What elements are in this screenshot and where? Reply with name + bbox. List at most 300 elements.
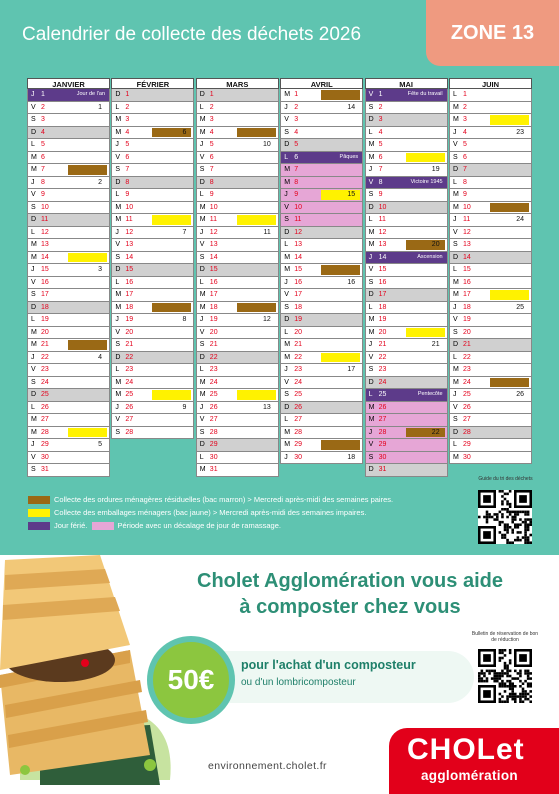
day-row bbox=[27, 227, 110, 240]
day-number: 31 bbox=[41, 466, 49, 473]
holiday-label: Victoire 1945 bbox=[410, 178, 443, 185]
day-number: 19 bbox=[294, 316, 302, 323]
day-row bbox=[365, 277, 448, 290]
day-row bbox=[449, 164, 532, 177]
weekday-letter: M bbox=[31, 253, 37, 261]
weekday-letter: J bbox=[115, 141, 119, 148]
day-row bbox=[196, 152, 279, 165]
day-number: 1 bbox=[378, 91, 383, 98]
qr-code-icon[interactable] bbox=[478, 649, 532, 703]
weekday-letter: D bbox=[115, 266, 121, 273]
yellow-collection-marker bbox=[406, 153, 445, 163]
day-number: 29 bbox=[41, 441, 49, 448]
day-row bbox=[365, 127, 448, 140]
day-number: 22 bbox=[378, 353, 387, 361]
day-number: 28 bbox=[463, 428, 471, 436]
day-number: 23 bbox=[294, 366, 302, 373]
day-number: 19 bbox=[41, 316, 49, 323]
day-number: 9 bbox=[209, 191, 214, 198]
months-grid bbox=[27, 78, 532, 482]
weekday-letter: L bbox=[453, 266, 457, 273]
brand-name: CHOLet bbox=[407, 733, 525, 766]
weekday-letter: L bbox=[199, 191, 204, 198]
day-row bbox=[111, 114, 194, 127]
day-number: 11 bbox=[125, 216, 133, 223]
weekday-letter: M bbox=[284, 253, 291, 261]
weekday-letter: D bbox=[368, 378, 374, 386]
weekday-letter: V bbox=[199, 416, 205, 423]
day-number: 1 bbox=[125, 91, 130, 98]
weekday-letter: J bbox=[115, 228, 119, 236]
weekday-letter: D bbox=[453, 341, 459, 348]
day-number: 14 bbox=[125, 253, 134, 261]
day-row bbox=[27, 214, 110, 227]
weekday-letter: J bbox=[453, 303, 457, 311]
day-number: 14 bbox=[41, 253, 49, 261]
weekday-letter: V bbox=[31, 453, 36, 461]
day-number: 25 bbox=[378, 391, 387, 398]
day-number: 8 bbox=[378, 178, 383, 186]
holiday-label: Ascension bbox=[417, 253, 443, 260]
day-row bbox=[449, 189, 532, 202]
day-number: 22 bbox=[209, 353, 218, 361]
week-number: 23 bbox=[516, 128, 524, 136]
day-row bbox=[365, 302, 448, 315]
day-row bbox=[280, 177, 363, 190]
day-number: 18 bbox=[463, 303, 471, 311]
day-row bbox=[111, 239, 194, 252]
weekday-letter: J bbox=[199, 403, 204, 411]
brown-collection-marker bbox=[321, 440, 360, 450]
day-row bbox=[27, 164, 110, 177]
weekday-letter: S bbox=[368, 191, 374, 198]
weekday-letter: S bbox=[31, 203, 36, 211]
weekday-letter: J bbox=[199, 316, 204, 323]
day-number: 8 bbox=[463, 178, 467, 186]
day-row bbox=[111, 352, 194, 365]
day-row bbox=[449, 252, 532, 265]
day-row bbox=[365, 89, 448, 102]
weekday-letter: V bbox=[31, 278, 36, 286]
weekday-letter: J bbox=[453, 128, 457, 136]
week-number: 7 bbox=[182, 228, 187, 236]
day-row bbox=[111, 152, 194, 165]
day-number: 24 bbox=[378, 378, 387, 386]
day-row bbox=[449, 339, 532, 352]
day-number: 18 bbox=[41, 303, 49, 311]
day-row bbox=[27, 327, 110, 340]
week-number: 22 bbox=[431, 428, 440, 436]
weekday-letter: V bbox=[453, 141, 458, 148]
day-row bbox=[449, 427, 532, 440]
day-row bbox=[196, 377, 279, 390]
day-row bbox=[365, 189, 448, 202]
weekday-letter: L bbox=[115, 278, 120, 286]
day-row bbox=[365, 377, 448, 390]
day-row bbox=[196, 427, 279, 440]
weekday-letter: J bbox=[31, 441, 35, 448]
weekday-letter: L bbox=[368, 216, 373, 223]
day-row bbox=[365, 402, 448, 415]
day-row bbox=[111, 377, 194, 390]
day-row bbox=[111, 102, 194, 115]
day-number: 24 bbox=[209, 378, 218, 386]
day-row bbox=[27, 352, 110, 365]
day-row bbox=[365, 464, 448, 477]
day-number: 5 bbox=[209, 141, 214, 148]
weekday-letter: D bbox=[453, 253, 459, 261]
day-row bbox=[280, 89, 363, 102]
day-number: 20 bbox=[294, 328, 302, 336]
day-number: 18 bbox=[378, 303, 387, 311]
day-number: 4 bbox=[209, 128, 214, 136]
weekday-letter: S bbox=[115, 341, 121, 348]
day-number: 15 bbox=[209, 266, 218, 273]
day-row bbox=[365, 152, 448, 165]
day-number: 16 bbox=[209, 278, 218, 286]
day-number: 4 bbox=[463, 128, 467, 136]
weekday-letter: J bbox=[115, 316, 119, 323]
day-number: 16 bbox=[125, 278, 134, 286]
weekday-letter: M bbox=[115, 378, 122, 386]
day-number: 2 bbox=[209, 103, 214, 111]
day-number: 25 bbox=[125, 391, 134, 398]
day-number: 27 bbox=[41, 416, 49, 423]
promo-headline-line-2: à composter chez vous bbox=[239, 596, 461, 618]
weekday-letter: J bbox=[115, 403, 119, 411]
day-number: 7 bbox=[125, 166, 130, 173]
day-number: 11 bbox=[209, 216, 218, 223]
day-number: 21 bbox=[209, 341, 218, 348]
day-number: 23 bbox=[378, 366, 387, 373]
day-number: 27 bbox=[209, 416, 218, 423]
weekday-letter: M bbox=[284, 91, 291, 98]
day-row bbox=[365, 102, 448, 115]
holiday-label: Fête du travail bbox=[407, 91, 443, 97]
day-number: 27 bbox=[463, 416, 471, 423]
day-number: 7 bbox=[41, 166, 45, 173]
weekday-letter: D bbox=[199, 441, 205, 448]
day-row bbox=[365, 327, 448, 340]
legend bbox=[28, 493, 478, 532]
day-number: 31 bbox=[209, 466, 218, 473]
weekday-letter: D bbox=[368, 203, 374, 211]
weekday-letter: V bbox=[31, 366, 36, 373]
day-row bbox=[196, 289, 279, 302]
weekday-letter: V bbox=[453, 403, 458, 411]
day-number: 12 bbox=[294, 228, 302, 236]
weekday-letter: D bbox=[284, 141, 290, 148]
weekday-letter: S bbox=[284, 391, 289, 398]
day-number: 25 bbox=[463, 391, 471, 398]
weekday-letter: S bbox=[453, 153, 458, 161]
month-column bbox=[280, 78, 363, 464]
day-number: 26 bbox=[378, 403, 387, 411]
weekday-letter: S bbox=[199, 341, 205, 348]
week-number: 4 bbox=[98, 353, 102, 361]
week-number: 11 bbox=[263, 228, 271, 236]
weekday-letter: V bbox=[115, 416, 121, 423]
weekday-letter: S bbox=[453, 241, 458, 248]
day-number: 2 bbox=[294, 103, 299, 111]
day-row bbox=[27, 177, 110, 190]
day-number: 1 bbox=[463, 91, 467, 98]
day-number: 13 bbox=[125, 241, 134, 248]
weekday-letter: L bbox=[284, 153, 289, 161]
day-row bbox=[449, 389, 532, 402]
day-number: 13 bbox=[209, 241, 218, 248]
day-number: 20 bbox=[125, 328, 134, 336]
weekday-letter: J bbox=[368, 166, 373, 173]
day-row bbox=[280, 427, 363, 440]
day-row bbox=[111, 139, 194, 152]
weekday-letter: S bbox=[284, 216, 289, 223]
day-number: 16 bbox=[41, 278, 49, 286]
day-number: 13 bbox=[378, 241, 387, 248]
day-number: 3 bbox=[41, 116, 45, 123]
day-row bbox=[111, 127, 194, 140]
weekday-letter: V bbox=[368, 178, 374, 186]
day-row bbox=[365, 252, 448, 265]
weekday-letter: D bbox=[31, 128, 37, 136]
day-row bbox=[27, 127, 110, 140]
weekday-letter: S bbox=[453, 416, 458, 423]
day-row bbox=[111, 89, 194, 102]
day-row bbox=[449, 264, 532, 277]
day-row bbox=[111, 389, 194, 402]
day-row bbox=[111, 414, 194, 427]
weekday-letter: D bbox=[453, 166, 459, 173]
weekday-letter: M bbox=[453, 191, 459, 198]
weekday-letter: M bbox=[368, 316, 375, 323]
weekday-letter: L bbox=[453, 178, 457, 186]
weekday-letter: V bbox=[199, 153, 205, 161]
weekday-letter: J bbox=[31, 178, 35, 186]
day-row bbox=[365, 352, 448, 365]
day-number: 22 bbox=[463, 353, 471, 361]
week-number: 16 bbox=[347, 278, 356, 286]
weekday-letter: L bbox=[284, 241, 289, 248]
weekday-letter: M bbox=[31, 153, 37, 161]
weekday-letter: L bbox=[31, 316, 35, 323]
holiday-label: Pâques bbox=[339, 153, 359, 160]
brown-collection-marker bbox=[152, 303, 191, 313]
weekday-letter: M bbox=[31, 328, 37, 336]
yellow-collection-marker bbox=[152, 390, 191, 400]
weekday-letter: S bbox=[199, 253, 205, 261]
day-row bbox=[111, 164, 194, 177]
weekday-letter: M bbox=[453, 278, 459, 286]
weekday-letter: M bbox=[368, 228, 375, 236]
weekday-letter: S bbox=[368, 278, 374, 286]
day-row bbox=[280, 364, 363, 377]
day-row bbox=[196, 302, 279, 315]
weekday-letter: J bbox=[284, 103, 288, 111]
week-number: 3 bbox=[98, 266, 102, 273]
yellow-collection-marker bbox=[490, 290, 529, 300]
day-row bbox=[196, 352, 279, 365]
weekday-letter: D bbox=[453, 428, 459, 436]
day-number: 15 bbox=[125, 266, 134, 273]
day-row bbox=[27, 102, 110, 115]
day-number: 24 bbox=[463, 378, 471, 386]
weekday-letter: L bbox=[453, 441, 457, 448]
day-number: 8 bbox=[41, 178, 45, 186]
day-row bbox=[449, 327, 532, 340]
day-row bbox=[449, 102, 532, 115]
day-number: 14 bbox=[378, 253, 387, 261]
day-row bbox=[27, 277, 110, 290]
shift-swatch bbox=[92, 522, 114, 530]
weekday-letter: D bbox=[368, 291, 374, 298]
day-number: 29 bbox=[378, 441, 387, 448]
day-number: 11 bbox=[294, 216, 302, 223]
weekday-letter: J bbox=[368, 253, 373, 261]
day-row bbox=[27, 252, 110, 265]
week-number: 18 bbox=[347, 453, 356, 461]
week-number: 25 bbox=[516, 303, 524, 311]
day-number: 8 bbox=[294, 178, 299, 186]
weekday-letter: S bbox=[284, 303, 289, 311]
day-row bbox=[27, 302, 110, 315]
day-number: 6 bbox=[378, 153, 383, 161]
day-row bbox=[196, 314, 279, 327]
weekday-letter: S bbox=[368, 103, 374, 111]
week-number: 26 bbox=[516, 391, 524, 398]
weekday-letter: S bbox=[284, 128, 289, 136]
day-number: 7 bbox=[209, 166, 214, 173]
weekday-letter: J bbox=[284, 453, 288, 461]
weekday-letter: D bbox=[31, 216, 37, 223]
day-number: 14 bbox=[209, 253, 218, 261]
day-row bbox=[280, 164, 363, 177]
weekday-letter: M bbox=[453, 366, 459, 373]
promo-headline bbox=[160, 568, 540, 620]
day-row bbox=[196, 389, 279, 402]
weekday-letter: V bbox=[284, 203, 289, 211]
weekday-letter: D bbox=[284, 316, 290, 323]
day-number: 26 bbox=[294, 403, 302, 411]
day-row bbox=[196, 402, 279, 415]
day-number: 3 bbox=[378, 116, 383, 123]
day-number: 1 bbox=[294, 91, 299, 98]
holiday-label: Pentecôte bbox=[417, 391, 443, 397]
day-number: 26 bbox=[125, 403, 134, 411]
weekday-letter: V bbox=[115, 153, 121, 161]
day-number: 2 bbox=[41, 103, 45, 111]
day-number: 1 bbox=[41, 91, 45, 98]
day-row bbox=[27, 264, 110, 277]
day-row bbox=[365, 339, 448, 352]
yellow-collection-marker bbox=[237, 215, 276, 225]
day-number: 11 bbox=[378, 216, 386, 223]
day-row bbox=[280, 227, 363, 240]
day-number: 6 bbox=[209, 153, 214, 161]
weekday-letter: J bbox=[453, 216, 457, 223]
day-number: 10 bbox=[378, 203, 387, 211]
weekday-letter: V bbox=[368, 441, 374, 448]
weekday-letter: M bbox=[199, 391, 206, 398]
day-row bbox=[280, 252, 363, 265]
legend-brown-text: Collecte des ordures ménagères résiduelles (bac marron) > Mercredi après-midi des semaines paires. bbox=[54, 495, 394, 504]
weekday-letter: M bbox=[453, 378, 459, 386]
day-row bbox=[196, 127, 279, 140]
day-number: 27 bbox=[125, 416, 134, 423]
day-number: 17 bbox=[378, 291, 387, 298]
week-number: 8 bbox=[182, 316, 187, 323]
qr-code-icon[interactable] bbox=[478, 490, 532, 544]
day-number: 2 bbox=[125, 103, 130, 111]
day-row bbox=[449, 214, 532, 227]
day-number: 29 bbox=[294, 441, 302, 448]
page-title: Calendrier de collecte des déchets 2026 bbox=[22, 24, 362, 45]
holiday-swatch bbox=[28, 522, 50, 530]
legend-yellow-text: Collecte des emballages ménagers (bac jaune) > Mercredi après-midi des semaines impaires. bbox=[54, 508, 367, 517]
day-row bbox=[449, 289, 532, 302]
weekday-letter: M bbox=[453, 291, 459, 298]
day-row bbox=[280, 452, 363, 465]
day-number: 22 bbox=[125, 353, 134, 361]
brown-collection-marker bbox=[321, 265, 360, 275]
day-row bbox=[111, 302, 194, 315]
day-row bbox=[27, 314, 110, 327]
day-row bbox=[365, 414, 448, 427]
day-row bbox=[365, 202, 448, 215]
weekday-letter: S bbox=[31, 378, 36, 386]
weekday-letter: V bbox=[31, 103, 36, 111]
day-row bbox=[27, 339, 110, 352]
brown-collection-marker bbox=[321, 90, 360, 100]
brown-collection-marker bbox=[68, 340, 107, 350]
weekday-letter: V bbox=[115, 241, 121, 248]
day-row bbox=[196, 414, 279, 427]
day-row bbox=[196, 139, 279, 152]
day-row bbox=[280, 339, 363, 352]
day-number: 8 bbox=[125, 178, 130, 186]
brown-collection-marker bbox=[490, 203, 529, 213]
day-row bbox=[280, 102, 363, 115]
day-row bbox=[27, 389, 110, 402]
day-row bbox=[449, 152, 532, 165]
month-header: JANVIER bbox=[27, 78, 110, 89]
day-row bbox=[196, 227, 279, 240]
weekday-letter: M bbox=[284, 341, 291, 348]
day-number: 21 bbox=[125, 341, 134, 348]
weekday-letter: D bbox=[31, 391, 37, 398]
weekday-letter: M bbox=[199, 216, 206, 223]
day-row bbox=[280, 327, 363, 340]
day-row bbox=[365, 214, 448, 227]
weekday-letter: D bbox=[284, 228, 290, 236]
day-number: 12 bbox=[463, 228, 471, 236]
weekday-letter: V bbox=[199, 328, 205, 336]
weekday-letter: V bbox=[284, 291, 289, 298]
brown-collection-marker bbox=[68, 165, 107, 175]
day-row bbox=[196, 277, 279, 290]
day-row bbox=[111, 214, 194, 227]
website-link[interactable]: environnement.cholet.fr bbox=[208, 760, 327, 772]
weekday-letter: M bbox=[115, 116, 122, 123]
day-row bbox=[449, 227, 532, 240]
weekday-letter: M bbox=[199, 378, 206, 386]
day-number: 25 bbox=[209, 391, 218, 398]
day-row bbox=[111, 364, 194, 377]
weekday-letter: M bbox=[31, 428, 37, 436]
day-number: 15 bbox=[41, 266, 49, 273]
week-number: 15 bbox=[347, 191, 356, 198]
weekday-letter: M bbox=[368, 328, 375, 336]
weekday-letter: D bbox=[284, 403, 290, 411]
